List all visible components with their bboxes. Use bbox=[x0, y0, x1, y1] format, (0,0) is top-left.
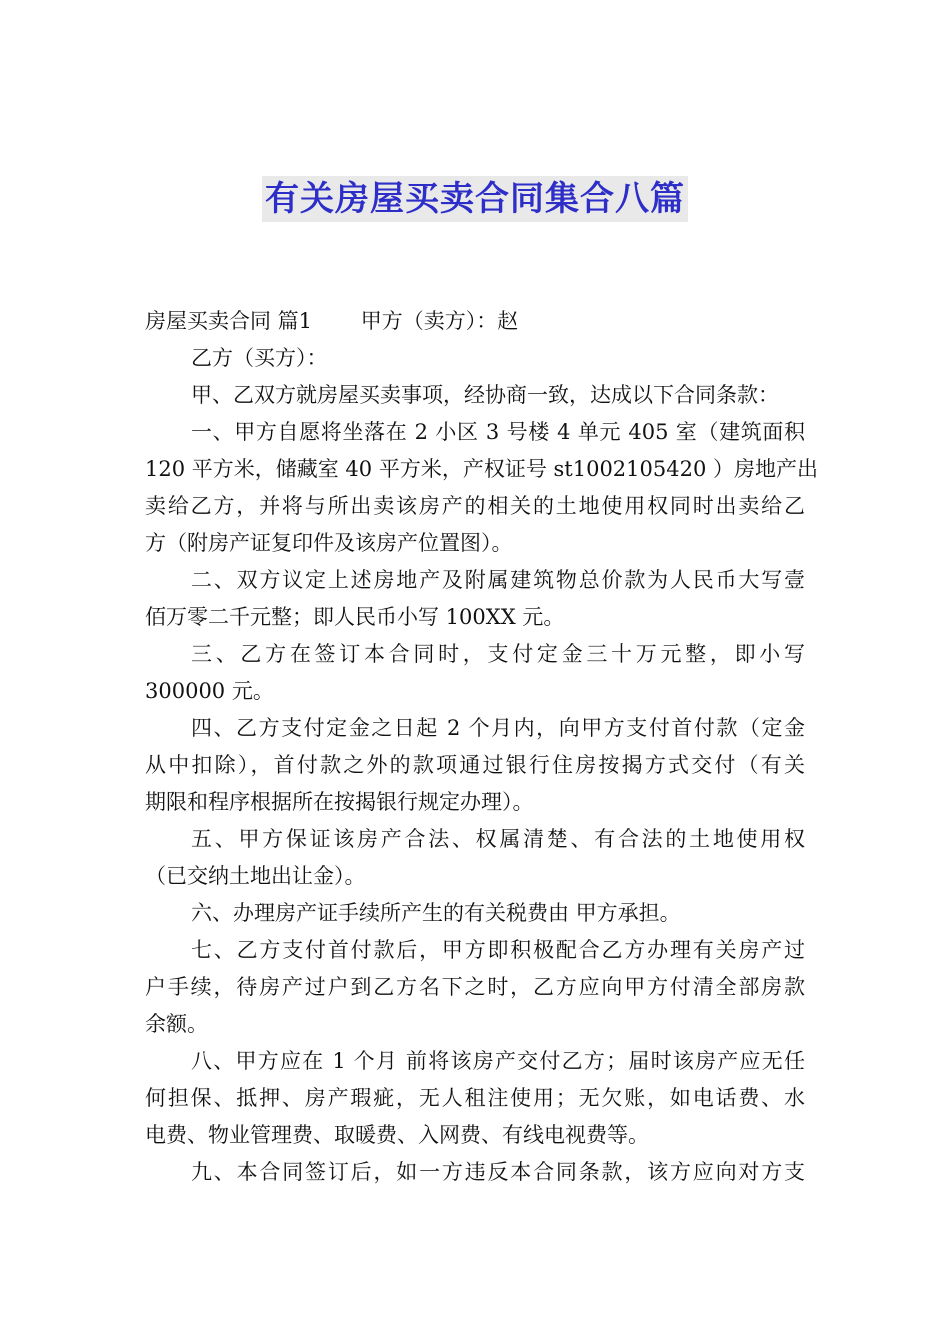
paragraph-line: 户手续，待房产过户到乙方名下之时，乙方应向甲方付清全部房款 bbox=[145, 975, 805, 999]
paragraph-line: 卖给乙方，并将与所出卖该房产的相关的土地使用权同时出卖给乙 bbox=[145, 494, 805, 518]
document-title: 有关房屋买卖合同集合八篇 bbox=[262, 176, 688, 222]
paragraph-line: 从中扣除），首付款之外的款项通过银行住房按揭方式交付（有关 bbox=[145, 753, 805, 777]
paragraph-line: 八、甲方应在 1 个月 前将该房产交付乙方；届时该房产应无任 bbox=[191, 1049, 805, 1073]
paragraph-line: 六、办理房产证手续所产生的有关税费由 甲方承担。 bbox=[191, 901, 681, 925]
paragraph-line: 乙方（买方）： bbox=[191, 346, 328, 370]
paragraph-line: 房屋买卖合同 篇1 甲方（卖方）：赵 bbox=[145, 309, 519, 333]
paragraph-line: 七、乙方支付首付款后，甲方即积极配合乙方办理有关房产过 bbox=[191, 938, 805, 962]
paragraph-line: 甲、乙双方就房屋买卖事项，经协商一致，达成以下合同条款： bbox=[191, 383, 779, 407]
paragraph-line: 三、乙方在签订本合同时，支付定金三十万元整，即小写 bbox=[191, 642, 805, 666]
paragraph-line: 五、甲方保证该房产合法、权属清楚、有合法的土地使用权 bbox=[191, 827, 805, 851]
paragraph-line: 二、双方议定上述房地产及附属建筑物总价款为人民币大写壹 bbox=[191, 568, 805, 592]
paragraph-line: 300000 元。 bbox=[145, 679, 274, 703]
paragraph-line: 何担保、抵押、房产瑕疵，无人租注使用；无欠账，如电话费、水 bbox=[145, 1086, 805, 1110]
paragraph-line: 电费、物业管理费、取暖费、入网费、有线电视费等。 bbox=[145, 1123, 649, 1147]
paragraph-line: 120 平方米，储藏室 40 平方米，产权证号 st1002105420 ）房地产出 bbox=[145, 457, 819, 481]
paragraph-line: 方（附房产证复印件及该房产位置图）。 bbox=[145, 531, 513, 555]
document-body bbox=[145, 303, 819, 1191]
paragraph-line: 佰万零二千元整；即人民币小写 100XX 元。 bbox=[145, 605, 565, 629]
title-container bbox=[0, 176, 950, 222]
paragraph-line: 余额。 bbox=[145, 1012, 208, 1036]
paragraph-line: 四、乙方支付定金之日起 2 个月内，向甲方支付首付款（定金 bbox=[191, 716, 805, 740]
paragraph-line: 一、甲方自愿将坐落在 2 小区 3 号楼 4 单元 405 室（建筑面积 bbox=[191, 420, 805, 444]
paragraph-line: 九、本合同签订后，如一方违反本合同条款，该方应向对方支 bbox=[191, 1160, 805, 1184]
paragraph-line: （已交纳土地出让金）。 bbox=[145, 864, 366, 888]
paragraph-line: 期限和程序根据所在按揭银行规定办理）。 bbox=[145, 790, 534, 814]
